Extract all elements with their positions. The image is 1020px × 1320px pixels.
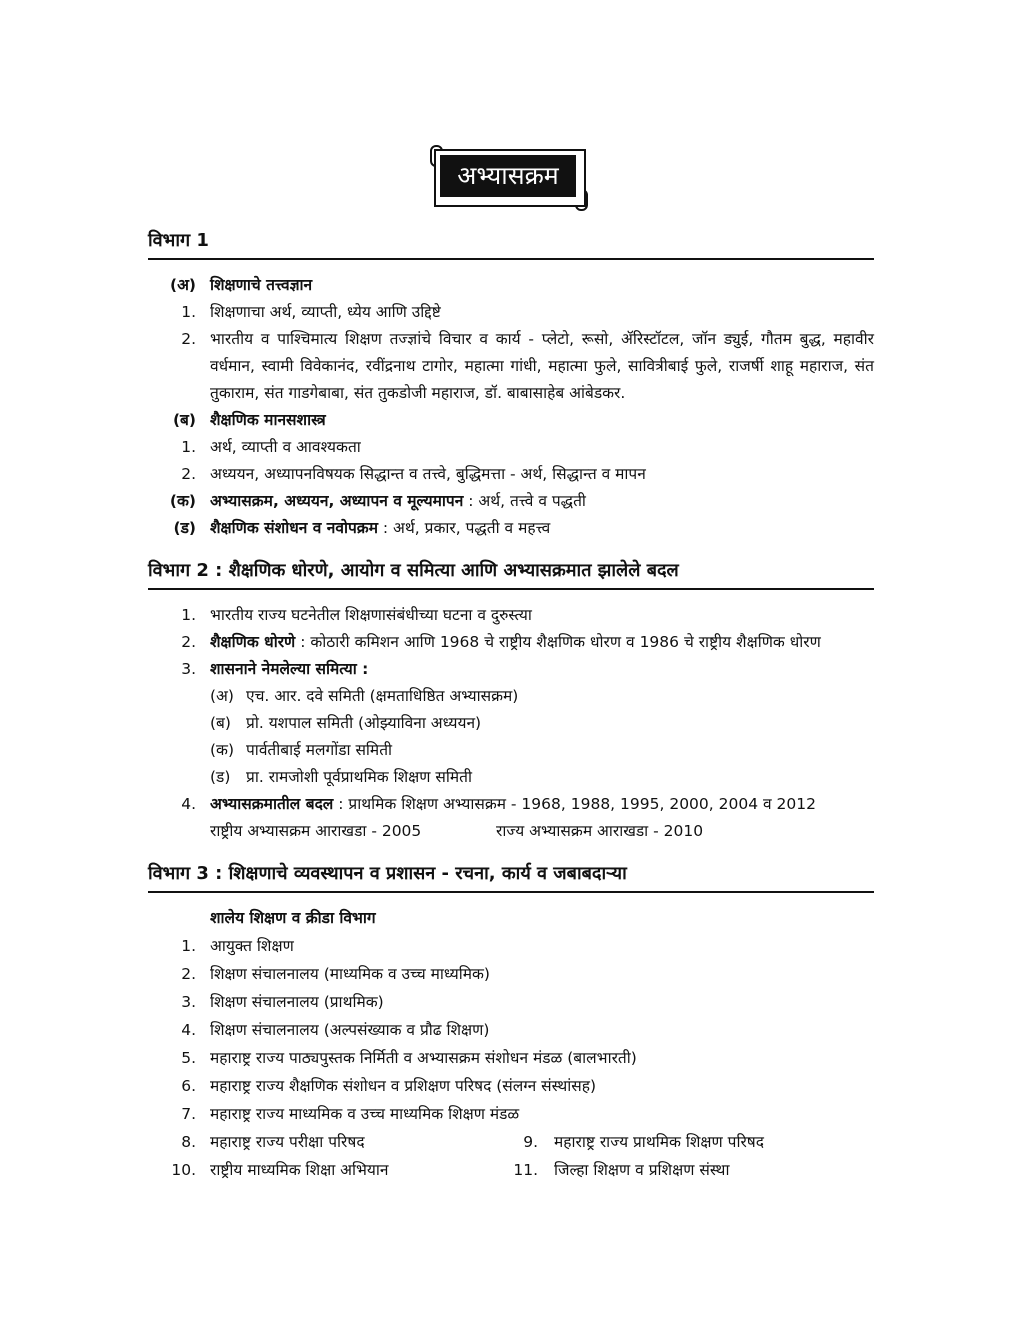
item-number: 2. [181, 965, 196, 983]
s3-item [148, 1100, 874, 1128]
s1-b-marker: (ब) [172, 411, 196, 429]
s2-item [148, 656, 874, 683]
s1-k-rest: : अर्थ, तत्त्वे व पद्धती [463, 492, 586, 510]
item-text: महाराष्ट्र राज्य पाठ्यपुस्तक निर्मिती व अभ्यासक्रम संशोधन मंडळ (बालभारती) [210, 1049, 637, 1067]
item-text: महाराष्ट्र राज्य माध्यमिक व उच्च माध्यमिक शिक्षण मंडळ [210, 1105, 520, 1123]
s3-item [148, 1016, 874, 1044]
item-number: 1. [181, 606, 196, 624]
committee-text: पार्वतीबाई मलगोंडा समिती [246, 741, 393, 759]
s1-b-title: शैक्षणिक मानसशास्त्र [210, 411, 326, 429]
item-number: 9. [523, 1133, 538, 1151]
item-number: 8. [181, 1133, 196, 1151]
item-number: 11. [513, 1161, 538, 1179]
item-number: 6. [181, 1077, 196, 1095]
s1-d-marker: (ड) [173, 519, 196, 537]
item-number: 3. [181, 993, 196, 1011]
s1-k-title: अभ्यासक्रम, अध्ययन, अध्यापन व मूल्यमापन [210, 492, 464, 510]
committee-item [148, 683, 874, 710]
s3-subtitle: शालेय शिक्षण व क्रीडा विभाग [210, 909, 376, 927]
item-text: जिल्हा शिक्षण व प्रशिक्षण संस्था [554, 1161, 730, 1179]
item-text: महाराष्ट्र राज्य शैक्षणिक संशोधन व प्रशिक्षण परिषद (संलग्न संस्थांसह) [210, 1077, 597, 1095]
s1-a-header [148, 272, 874, 299]
item-text: महाराष्ट्र राज्य प्राथमिक शिक्षण परिषद [554, 1133, 764, 1151]
item-text: भारतीय राज्य घटनेतील शिक्षणासंबंधीच्या घटना व दुरुस्त्या [210, 606, 532, 624]
s1-k-row [148, 488, 874, 515]
item-text: राष्ट्रीय माध्यमिक शिक्षा अभियान [210, 1161, 389, 1179]
item-text: भारतीय व पाश्चिमात्य शिक्षण तज्ज्ञांचे विचार व कार्य - प्लेटो, रूसो, ॲरिस्टॉटल, जॉन ड्युई, गौतम बुद्ध, महावीर वर्धमान, स्वामी विवेकानंद, रवींद्रनाथ टागोर, महात्मा गांधी, महात्मा फुले, सावित्रीबाई फुले, राजर्षी शाहू महाराज, संत तुकाराम, संत गाडगेबाबा, संत तुकडोजी महाराज, डॉ. बाबासाहेब आंबेडकर. [210, 330, 874, 402]
item-number: 2. [181, 330, 196, 348]
committee-marker: (क) [210, 741, 234, 759]
item-text: शिक्षण संचालनालय (अल्पसंख्याक व प्रौढ शिक्षण) [210, 1021, 490, 1039]
s3-item [148, 1044, 874, 1072]
page-title: अभ्यासक्रम [440, 155, 576, 197]
s2-item [148, 629, 874, 656]
committee-item [148, 764, 874, 791]
item-bold-label: अभ्यासक्रमातील बदल [210, 795, 334, 813]
item-number: 1. [181, 937, 196, 955]
item-number: 4. [181, 1021, 196, 1039]
item-bold-label: शैक्षणिक धोरणे [210, 633, 296, 651]
syllabus-content [148, 228, 874, 1184]
item-number: 2. [181, 633, 196, 651]
committee-marker: (अ) [210, 687, 234, 705]
s3-subtitle-row [148, 905, 874, 932]
s1-k-marker: (क) [169, 492, 196, 510]
s3-item [148, 1072, 874, 1100]
item-number: 1. [181, 303, 196, 321]
committee-text: प्रा. रामजोशी पूर्वप्राथमिक शिक्षण समिती [246, 768, 472, 786]
item-text: अध्ययन, अध्यापनविषयक सिद्धान्त व तत्त्वे, बुद्धिमत्ता - अर्थ, सिद्धान्त व मापन [210, 465, 646, 483]
item-number: 5. [181, 1049, 196, 1067]
s2-framework-row [148, 818, 874, 845]
section3-heading: विभाग 3 : शिक्षणाचे व्यवस्थापन व प्रशासन - रचना, कार्य व जबाबदाऱ्या [148, 861, 874, 893]
item-number: 7. [181, 1105, 196, 1123]
section1-heading: विभाग 1 [148, 228, 874, 260]
item-text: : कोठारी कमिशन आणि 1968 चे राष्ट्रीय शैक्षणिक धोरण व 1986 चे राष्ट्रीय शैक्षणिक धोरण [295, 633, 821, 651]
item-text: अर्थ, व्याप्ती व आवश्यकता [210, 438, 361, 456]
section2-heading: विभाग 2 : शैक्षणिक धोरणे, आयोग व समित्या आणि अभ्यासक्रमात झालेले बदल [148, 558, 874, 590]
item-text: शिक्षण संचालनालय (माध्यमिक व उच्च माध्यमिक) [210, 965, 490, 983]
s1-b-header [148, 407, 874, 434]
s3-pair-row [148, 1128, 874, 1156]
committee-item [148, 710, 874, 737]
item-text: आयुक्त शिक्षण [210, 937, 294, 955]
item-text: : प्राथमिक शिक्षण अभ्यासक्रम - 1968, 1988, 1995, 2000, 2004 व 2012 [333, 795, 817, 813]
s2-item [148, 791, 874, 818]
s1-a-item [148, 326, 874, 407]
item-bold-label: शासनाने नेमलेल्या समित्या : [210, 660, 369, 678]
s1-a-title: शिक्षणाचे तत्त्वज्ञान [210, 276, 313, 294]
item-number: 2. [181, 465, 196, 483]
s3-item [148, 988, 874, 1016]
item-number: 10. [171, 1161, 196, 1179]
s1-d-rest: : अर्थ, प्रकार, पद्धती व महत्त्व [377, 519, 551, 537]
s1-b-item [148, 434, 874, 461]
s3-item [148, 932, 874, 960]
item-text: महाराष्ट्र राज्य परीक्षा परिषद [210, 1133, 365, 1151]
title-banner [430, 143, 588, 209]
s1-b-item [148, 461, 874, 488]
item-text: शिक्षण संचालनालय (प्राथमिक) [210, 993, 384, 1011]
committee-marker: (ड) [210, 768, 231, 786]
committee-text: एच. आर. दवे समिती (क्षमताधिष्ठित अभ्यासक्रम) [246, 687, 519, 705]
item-number: 3. [181, 660, 196, 678]
s2-item [148, 602, 874, 629]
committee-text: प्रो. यशपाल समिती (ओझ्याविना अध्ययन) [246, 714, 482, 732]
s1-a-item [148, 299, 874, 326]
s1-a-marker: (अ) [169, 276, 196, 294]
committee-marker: (ब) [210, 714, 231, 732]
s3-pair-row [148, 1156, 874, 1184]
item-text: शिक्षणाचा अर्थ, व्याप्ती, ध्येय आणि उद्दिष्टे [210, 303, 441, 321]
item-number: 1. [181, 438, 196, 456]
s3-item [148, 960, 874, 988]
national-framework: राष्ट्रीय अभ्यासक्रम आराखडा - 2005 [210, 822, 422, 840]
s1-d-row [148, 515, 874, 542]
committee-item [148, 737, 874, 764]
s1-d-title: शैक्षणिक संशोधन व नवोपक्रम [210, 519, 378, 537]
item-number: 4. [181, 795, 196, 813]
state-framework: राज्य अभ्यासक्रम आराखडा - 2010 [496, 822, 704, 840]
